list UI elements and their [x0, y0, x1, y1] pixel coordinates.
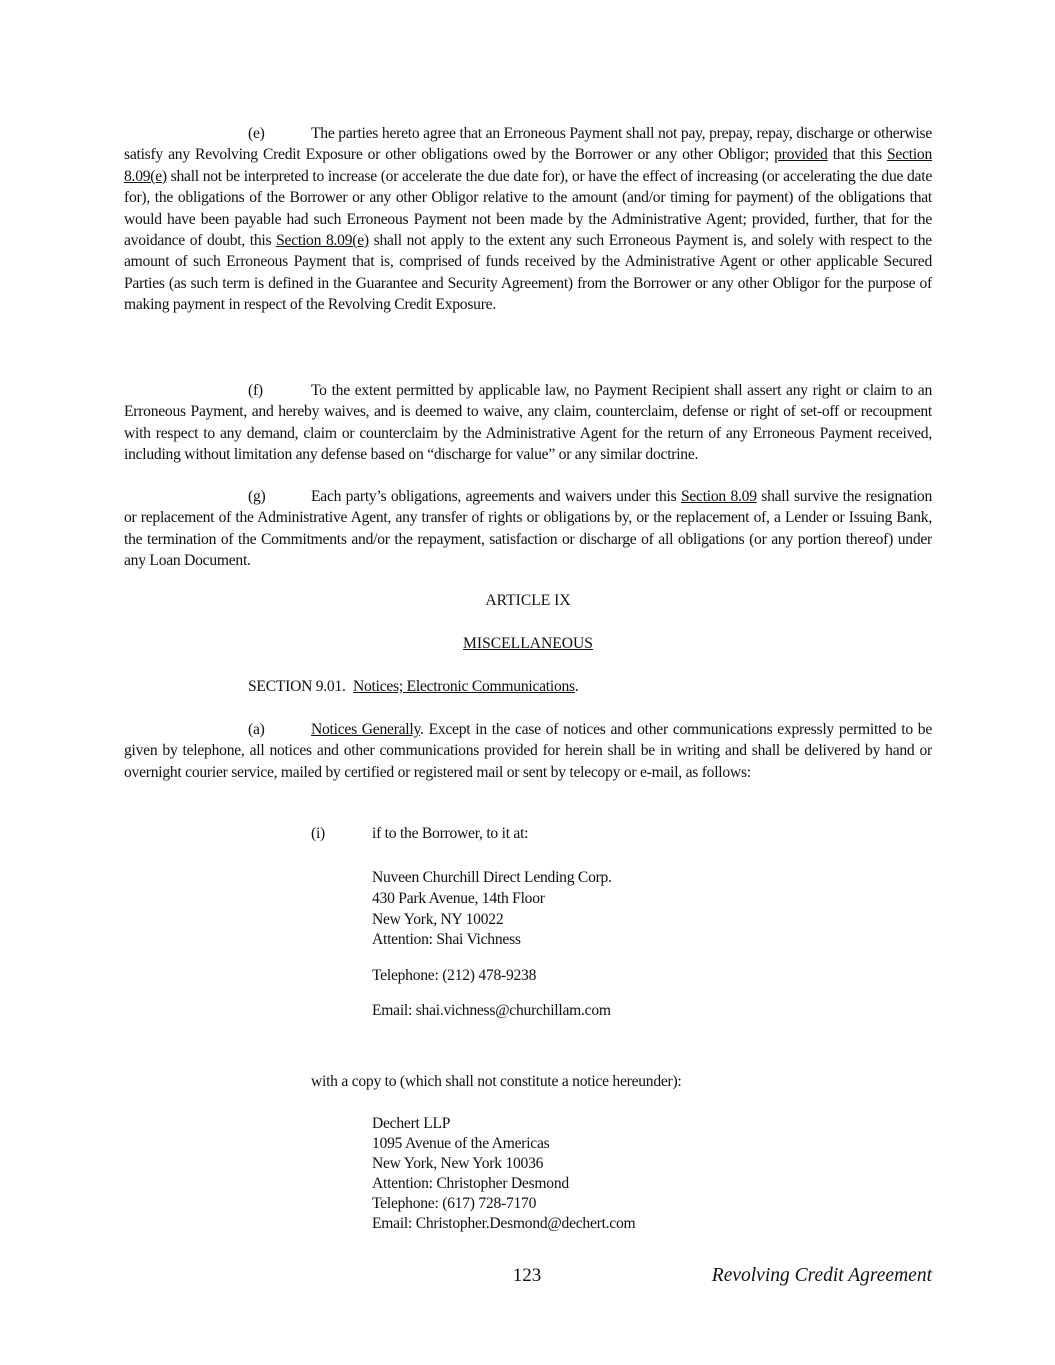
- copy-address: [372, 1114, 635, 1234]
- address-line: Attention: Christopher Desmond: [372, 1175, 569, 1192]
- paragraph-text: shall not apply to the extent any such Erroneous Payment is, and solely with respect to the amount of such Erroneous Payment that is, comprised of funds received by the Administrative Agent or other applicable Secured Parties (as such term is defined in the Guarantee and Security Agreement) from the Borrower or any other Obligor for the purpose of making payment in respect of the Revolving Credit Exposure.: [124, 232, 932, 314]
- borrower-address: [372, 868, 612, 951]
- paragraph-text: that this: [827, 146, 887, 164]
- article-title: [124, 635, 932, 653]
- cross-reference: Section 8.09(e): [124, 146, 933, 185]
- paragraph-a: [124, 719, 932, 783]
- address-line: Telephone: (617) 728-7170: [372, 1195, 537, 1212]
- section-period: .: [574, 678, 579, 695]
- address-line: 430 Park Avenue, 14th Floor: [372, 889, 545, 907]
- address-line: New York, NY 10022: [372, 910, 504, 928]
- paragraph-f: [124, 380, 932, 466]
- paragraph-text: . Except in the case of notices and other communications expressly permitted to be given by telephone, all notices and other communications provided for herein shall be in writing and shall be delivered by hand or overnight courier service, mailed by certified or registered mail or sent by telecopy or e-mail, as follows:: [124, 721, 933, 781]
- cross-reference: provided: [774, 146, 828, 164]
- section-number: SECTION 9.01.: [248, 678, 346, 695]
- paragraph-e: [124, 123, 932, 316]
- copy-to-text: with a copy to (which shall not constitute a notice hereunder):: [311, 1073, 682, 1090]
- paragraph-text: shall survive the resignation or replacement of the Administrative Agent, any transfer of rights or obligations by, or the replacement of, a Lender or Issuing Bank, the termination of the Commitments and/or the repayment, satisfaction or discharge of all obligations (or any portion thereof) under any Loan Document.: [124, 488, 932, 570]
- paragraph-text: shall not be interpreted to increase (or accelerate the due date for), or have the effect of increasing (or accelerating the due date for), the obligations of the Borrower or any other Obligor relative to the amount (and/or timing for payment) of the obligations that would have been payable had such Erroneous Payment not been made by the Administrative Agent; provided, further, that for the avoidance of doubt, this: [124, 167, 932, 250]
- article-title-text: MISCELLANEOUS: [463, 635, 593, 652]
- paragraph-label: (f): [248, 382, 263, 399]
- paragraph-label: (e): [248, 125, 265, 142]
- article-number: ARTICLE IX: [485, 592, 571, 609]
- borrower-email: Email: shai.vichness@churchillam.com: [372, 1002, 611, 1019]
- item-i-label: (i): [311, 825, 325, 842]
- address-line: Dechert LLP: [372, 1115, 451, 1132]
- section-heading: [248, 678, 579, 696]
- borrower-telephone: Telephone: (212) 478-9238: [372, 967, 537, 984]
- item-i-text: if to the Borrower, to it at:: [372, 825, 529, 842]
- cross-reference: Section 8.09: [680, 488, 757, 505]
- address-line: 1095 Avenue of the Americas: [372, 1135, 550, 1152]
- address-line: New York, New York 10036: [372, 1155, 544, 1172]
- paragraph-text: Each party’s obligations, agreements and waivers under this: [311, 488, 681, 505]
- address-line: Nuveen Churchill Direct Lending Corp.: [372, 869, 612, 886]
- cross-reference: Notices Generally: [311, 721, 421, 738]
- paragraph-g: [124, 486, 932, 572]
- address-line: Email: Christopher.Desmond@dechert.com: [372, 1215, 636, 1232]
- address-line: Attention: Shai Vichness: [372, 931, 521, 949]
- document-title: Revolving Credit Agreement: [711, 1265, 932, 1286]
- paragraph-label: (a): [248, 721, 265, 738]
- page-number: 123: [512, 1265, 542, 1286]
- paragraph-text: The parties hereto agree that an Erroneous Payment shall not pay, prepay, repay, discharge or otherwise satisfy any Revolving Credit Exposure or other obligations owed by the Borrower or any other Obligor;: [124, 125, 932, 164]
- cross-reference: Section 8.09(e): [276, 232, 369, 250]
- section-title: Notices; Electronic Communications: [352, 678, 575, 695]
- paragraph-text: To the extent permitted by applicable law, no Payment Recipient shall assert any right or claim to an Erroneous Payment, and hereby waives, and is deemed to waive, any claim, counterclaim, defense or right of set-off or recoupment with respect to any demand, claim or counterclaim by the Administrative Agent for the return of any Erroneous Payment received, including without limitation any defense based on “discharge for value” or any similar doctrine.: [124, 382, 932, 464]
- paragraph-label: (g): [248, 488, 266, 505]
